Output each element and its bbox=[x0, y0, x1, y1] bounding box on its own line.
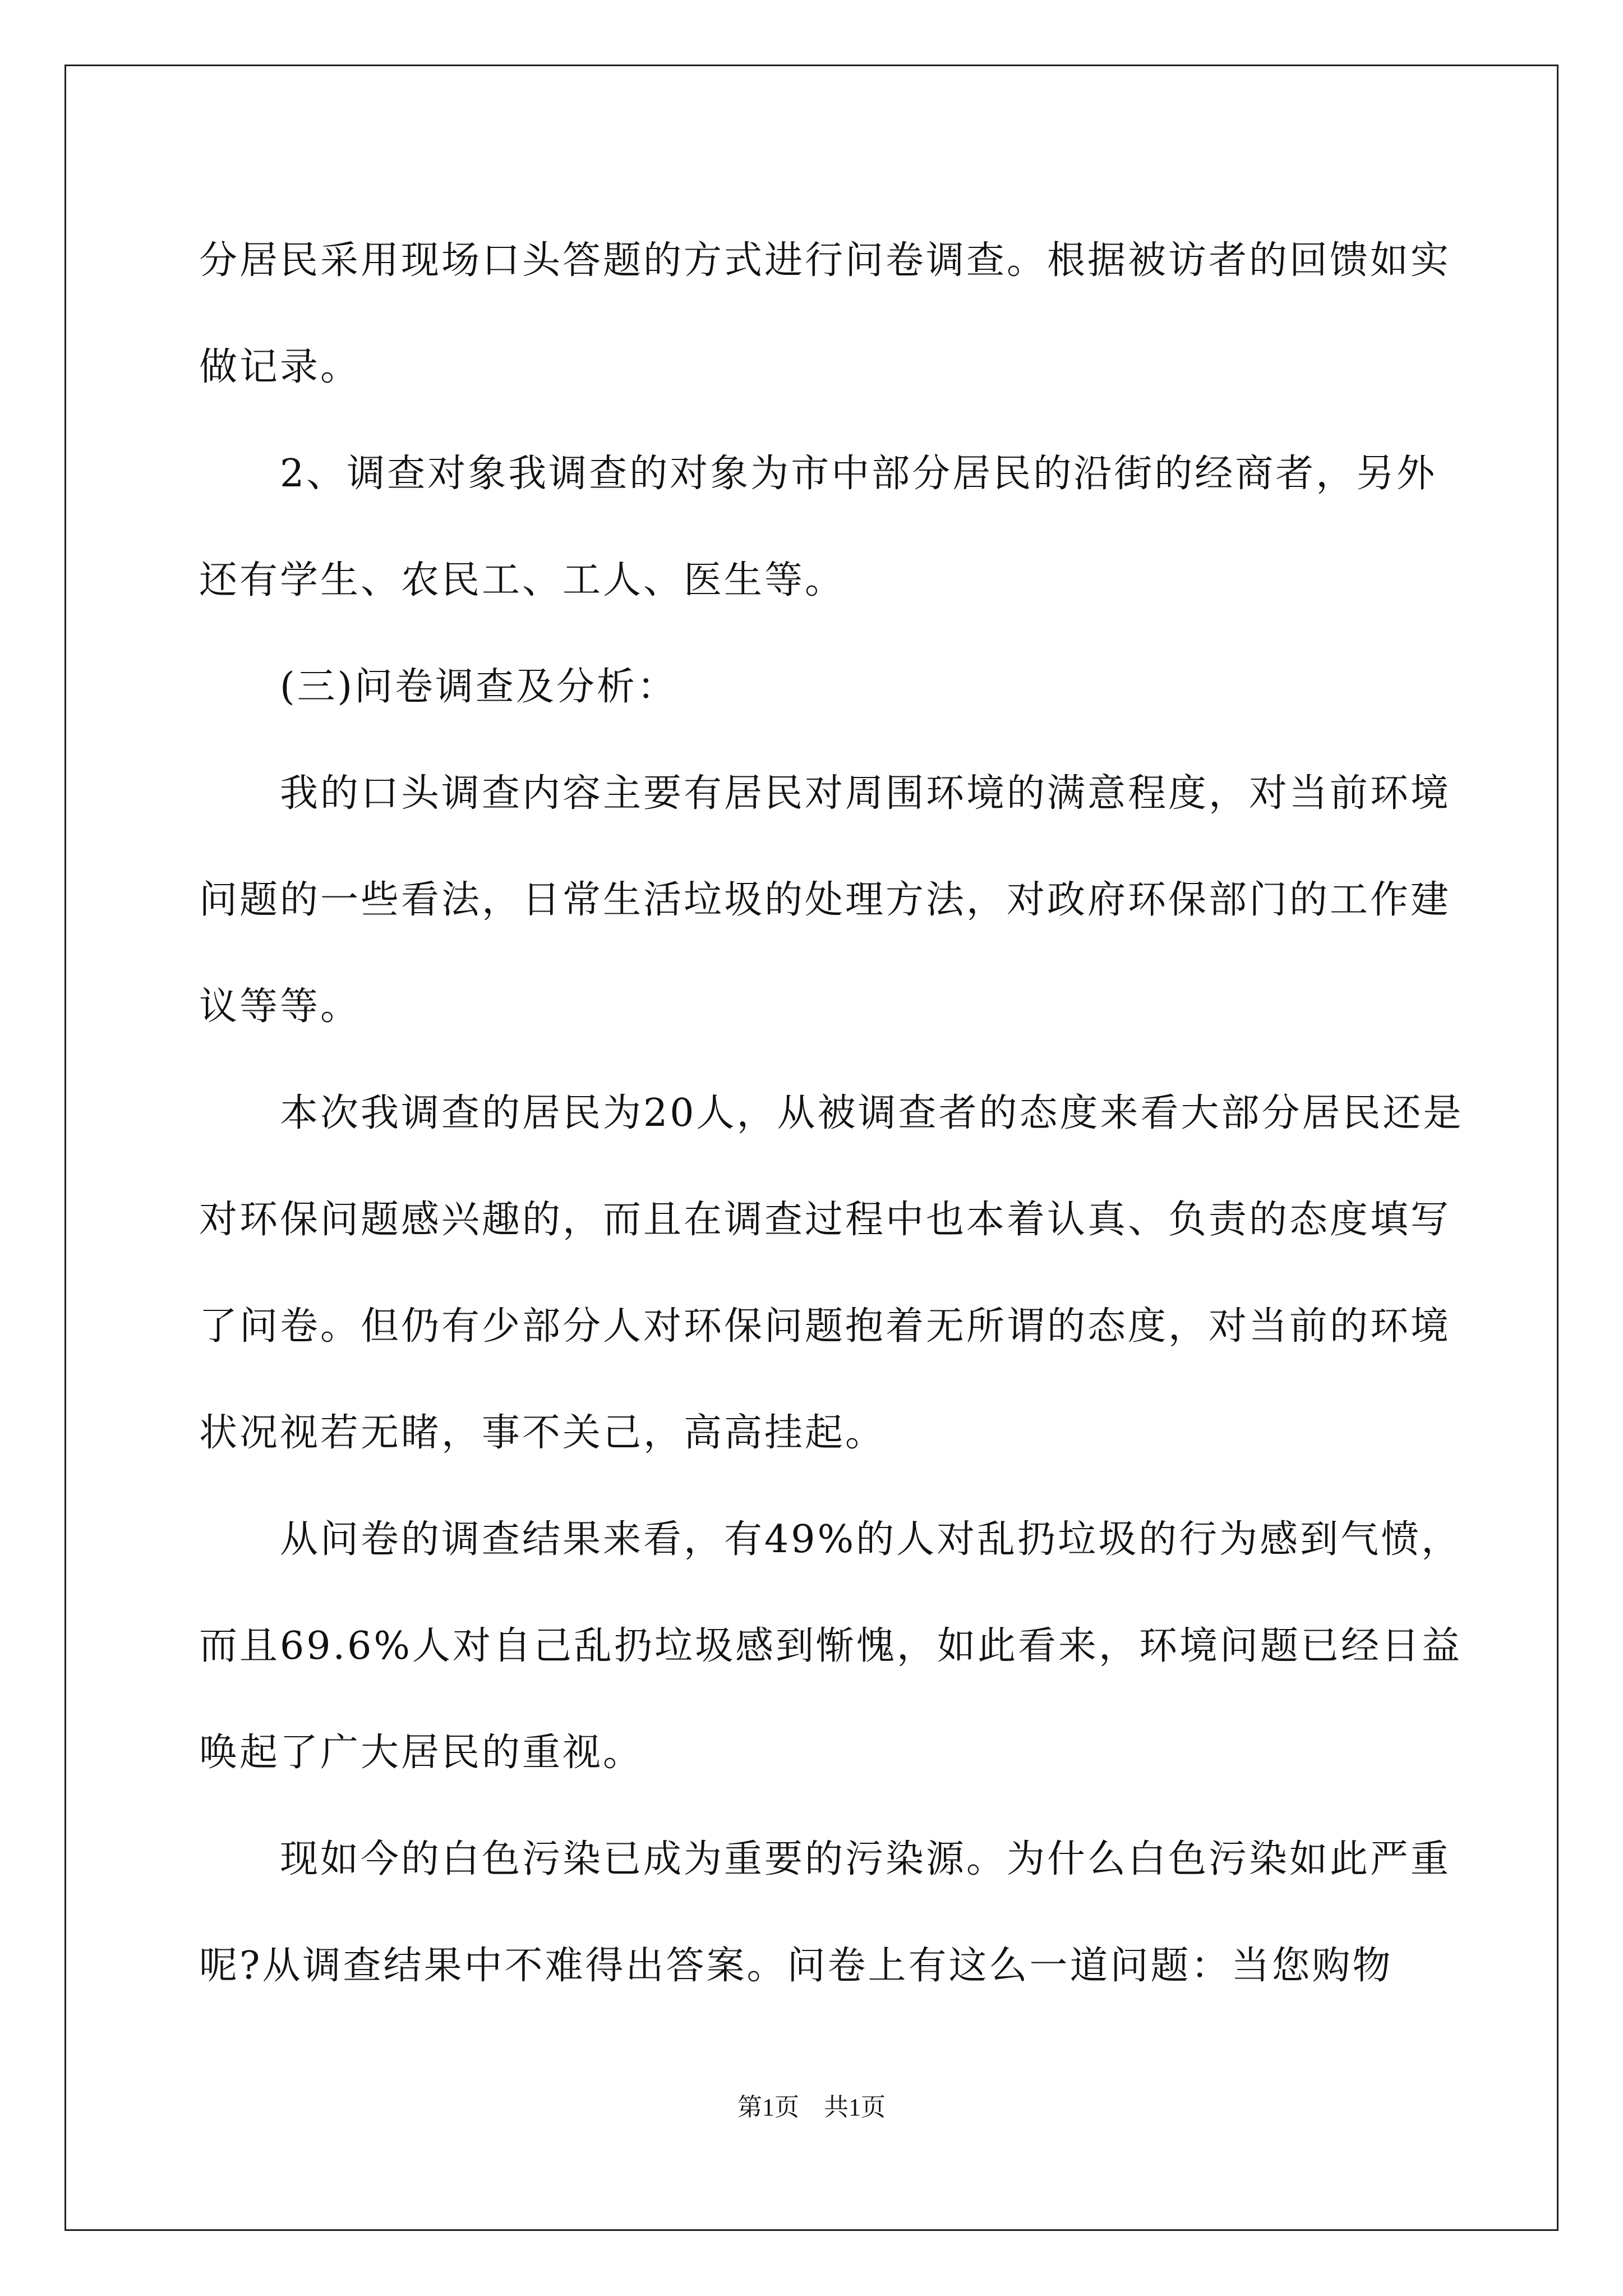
paragraph-1: 分居民采用现场口头答题的方式进行问卷调查。根据被访者的回馈如实做记录。 bbox=[199, 238, 1451, 389]
paragraph-6: 从问卷的调查结果来看，有49%的人对乱扔垃圾的行为感到气愤，而且69.6%人对自己乱扔垃圾感到惭愧，如此看来，环境问题已经日益唤起了广大居民的重视。 bbox=[199, 1517, 1463, 1775]
paragraph-5: 本次我调查的居民为20人，从被调查者的态度来看大部分居民还是对环保问题感兴趣的，而且在调查过程中也本着认真、负责的态度填写了问卷。但仍有少部分人对环保问题抱着无所谓的态度，对当前的环境状况视若无睹，事不关己，高高挂起。 bbox=[199, 1091, 1464, 1455]
paragraph-7: 现如今的白色污染已成为重要的污染源。为什么白色污染如此严重呢?从调查结果中不难得出答案。问卷上有这么一道问题：当您购物 bbox=[199, 1837, 1451, 1988]
paragraph-4: 我的口头调查内容主要有居民对周围环境的满意程度，对当前环境问题的一些看法，日常生活垃圾的处理方法，对政府环保部门的工作建议等等。 bbox=[199, 771, 1451, 1029]
paragraph-2: 2、调查对象我调查的对象为市中部分居民的沿街的经商者，另外还有学生、农民工、工人、医生等。 bbox=[199, 452, 1437, 602]
section-heading-3: (三)问卷调查及分析： bbox=[280, 665, 678, 709]
page-number-footer: 第1页 共1页 bbox=[737, 2093, 886, 2121]
document-body bbox=[199, 208, 1467, 2019]
